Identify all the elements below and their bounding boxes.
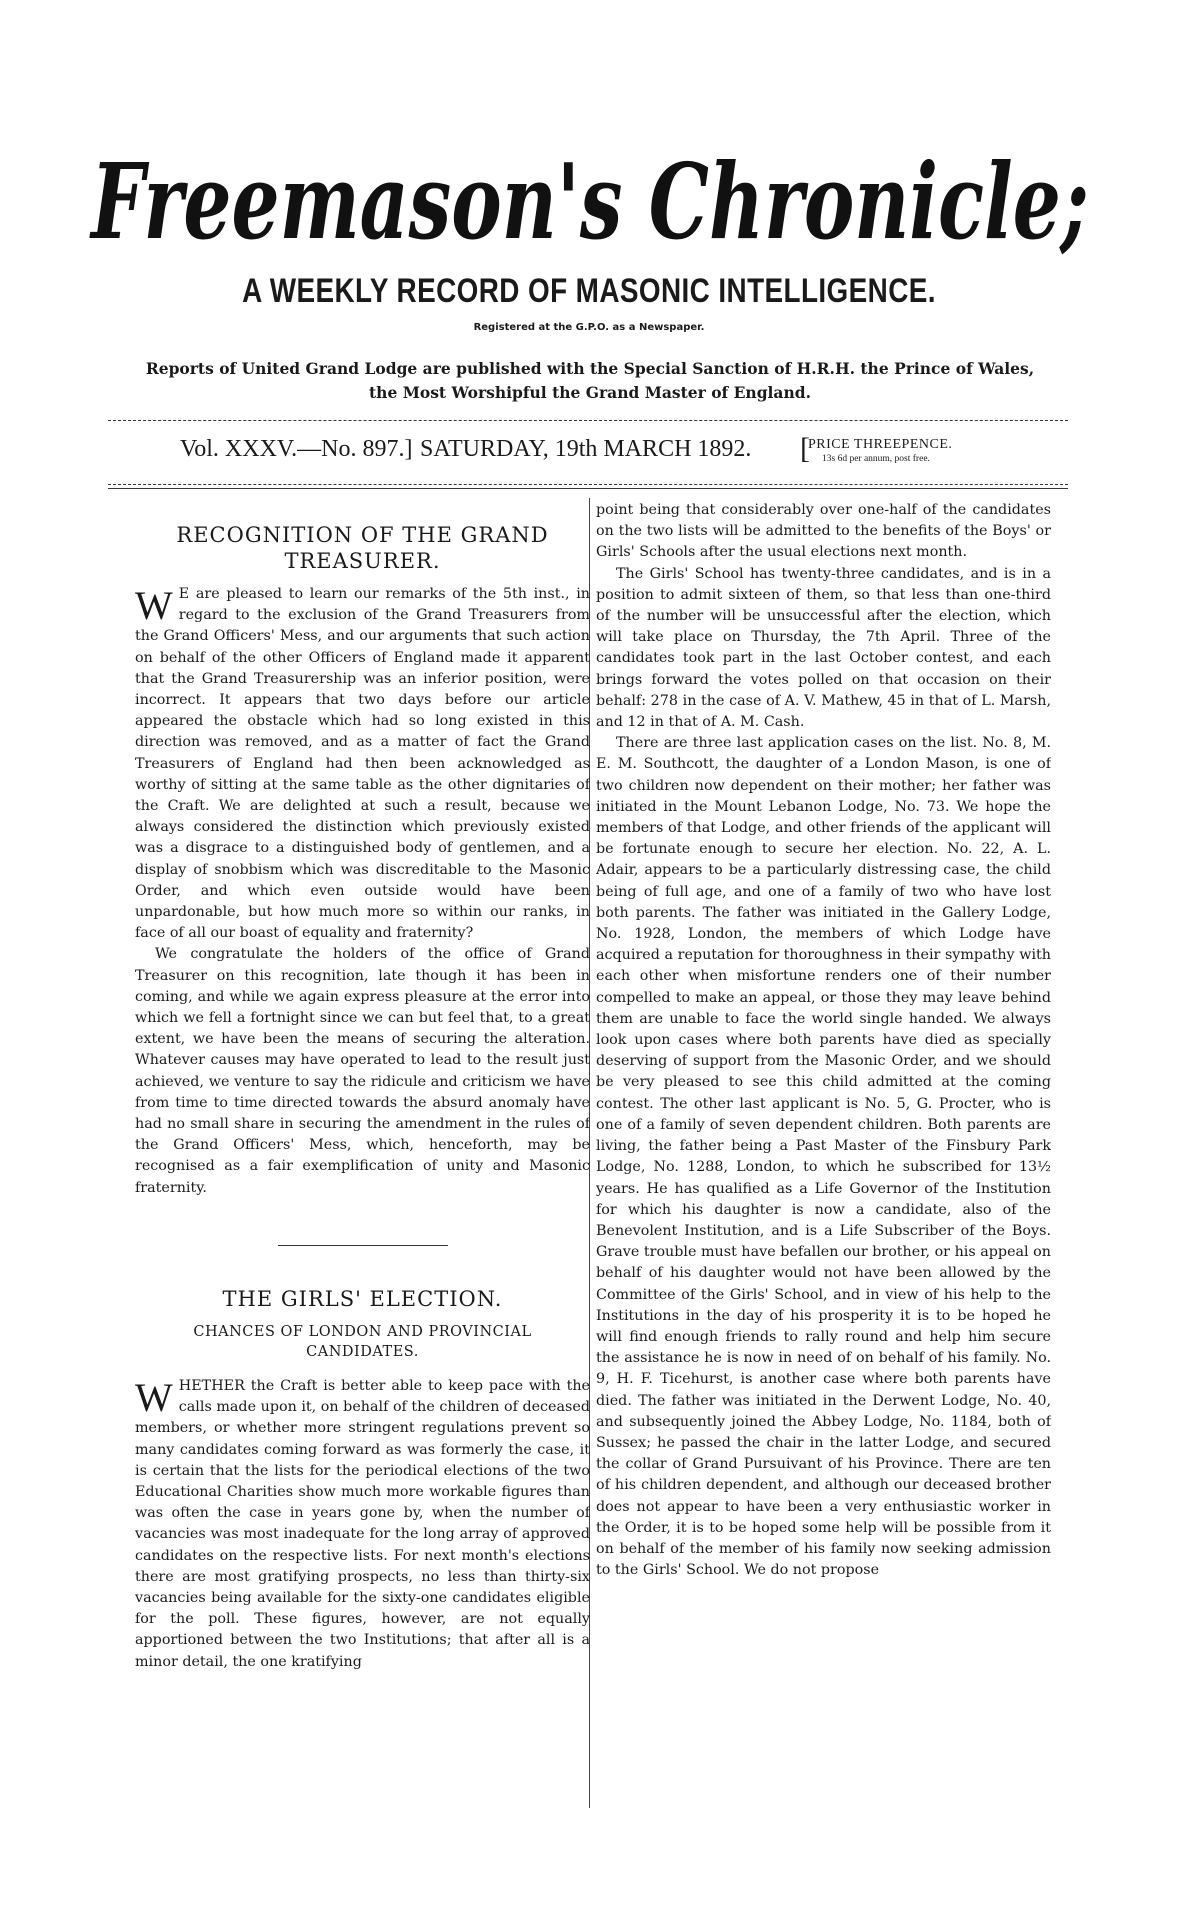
masthead-subtitle: A WEEKLY RECORD OF MASONIC INTELLIGENCE.	[242, 272, 936, 310]
reports-line-2: the Most Worshipful the Grand Master of England.	[369, 383, 811, 402]
article2-continued-3: There are three last application cases on the list. No. 8, M. E. M. Southcott, the daughter of a London Mason, is one of two children now dependent on their mother; her father was initiated in the Mount Lebanon Lodge, No. 73. We hope the members of that Lodge, and other friends of the applicant will be fortunate enough to secure her election. No. 22, A. L. Adair, appears to be a particularly distressing case, the child being of full age, and one of a family of two who have lost both parents. The father was initiated in the Gallery Lodge, No. 1928, London, the members of which Lodge have acquired a reputation for thoroughness in their sympathy with each other when misfortune renders one of their number compelled to make an appeal, or those they may leave behind them are unable to face the world single handed. We always look upon cases where both parents have died as specially deserving of support from the Masonic Order, and we should be very pleased to see this child admitted at the coming contest. The other last applicant is No. 5, G. Procter, who is one of a family of seven dependent children. Both parents are living, the father being a Past Master of the Finsbury Park Lodge, No. 1288, London, to which he subscribed for 13½ years. He has qualified as a Life Governor of the Institution for which his daughter is now a candidate, also of the Benevolent Institution, and is a Life Subscriber of the Boys. Grave trouble must have befallen our brother, or his appeal on behalf of his daughter would not have been allowed by the Committee of the Girls' School, and in view of his help to the Institutions in the day of his prosperity it is to be hoped he will find enough friends to rally round and help him secure the assistance he is now in need of on behalf of his family. No. 9, H. F. Ticehurst, is another case where both parents have died. The father was initiated in the Derwent Lodge, No. 40, and subsequently joined the Abbey Lodge, No. 1184, both of Sussex; he passed the chair in the latter Lodge, and secured the collar of Grand Pursuivant of his Province. There are ten of his children dependent, and although our deceased brother does not appear to have been a very enthusiastic worker in the Order, it is to be hoped some help will be possible from it on behalf of the member of his family now seeking admission to the Girls' School. We do not propose	[596, 735, 1051, 1579]
article2-continued-2: The Girls' School has twenty-three candidates, and is in a position to admit sixteen of them, so that less than one-third of the number will be unsuccessful after the election, which will take place on Thursday, the 7th April. Three of the candidates took part in the last October contest, and each brings forward the votes polled on that occasion on their behalf: 278 in the case of A. V. Mathew, 45 in that of L. Marsh, and 12 in that of A. M. Cash.	[596, 565, 1051, 731]
article1-heading: RECOGNITION OF THE GRAND TREASURER.	[176, 523, 549, 573]
masthead-title-text: Freemason's Chronicle;	[91, 141, 1089, 264]
subscription-label: 13s 6d per annum, post free.	[822, 454, 930, 464]
article1-paragraph-1	[135, 584, 590, 944]
header-rule-bottom	[108, 484, 1068, 485]
header-rule-top	[108, 420, 1068, 421]
article2-paragraph-1	[135, 1376, 590, 1673]
article2-dropcap: W	[135, 1374, 173, 1420]
article1-paragraph-1-text: E are pleased to learn our remarks of the 5th inst., in regard to the exclusion of the Grand Treasurers from the Grand Officers' Mess, and our arguments that such action on behalf of the other Officers of England made it apparent that the Grand Treasurership was an inferior position, were incorrect. It appears that two days before our article appeared the obstacle which had so long existed in this direction was removed, and as a matter of fact the Grand Treasurers of England had then been acknowledged as worthy of sitting at the same table as the other dignitaries of the Craft. We are delighted at such a result, because we always considered the distinction which previously existed was a disgrace to a distinguished body of gentlemen, and a display of snobbism which was discreditable to the Masonic Order, and which even outside would have been unpardonable, but how much more so within our ranks, in face of all our boast of equality and fraternity?	[135, 586, 590, 942]
section-separator	[278, 1245, 448, 1246]
volume-number: Vol. XXXV.—No. 897.]	[180, 436, 413, 462]
registration-note: Registered at the G.P.O. as a Newspaper.	[473, 322, 705, 333]
column-right	[596, 500, 1051, 1800]
reports-notice	[110, 357, 1070, 405]
column-left	[135, 500, 590, 1800]
article1-paragraph-2: We congratulate the holders of the office of Grand Treasurer on this recognition, late though it has been in coming, and while we again express pleasure at the error into which we fell a fortnight since we can but feel that, to a great extent, we have been the means of securing the alteration. Whatever causes may have operated to lead to the result just achieved, we venture to say the ridicule and criticism we have from time to time directed towards the absurd anomaly have had no small share in securing the amendment in the rules of the Grand Officers' Mess, which, henceforth, may be recognised as a fair exemplification of unity and Masonic fraternity.	[135, 946, 590, 1196]
masthead-title	[80, 98, 1100, 278]
issue-date: SATURDAY, 19th MARCH 1892.	[420, 436, 752, 462]
price-label: PRICE THREEPENCE.	[808, 437, 953, 452]
masthead	[80, 98, 1100, 278]
article2-heading: THE GIRLS' ELECTION.	[222, 1286, 503, 1311]
issue-line	[0, 432, 1178, 472]
header-rule-bottom-2	[108, 488, 1068, 489]
article2-paragraph-1-text: HETHER the Craft is better able to keep pace with the calls made upon it, on behalf of the children of deceased members, or whether more stringent regulations prevent so many candidates coming forward as was formerly the case, it is certain that the lists for the periodical elections of the two Educational Charities show much more workable figures than was often the case in years gone by, when the number of vacancies was most inadequate for the long array of approved candidates on the respective lists. For next month's elections there are most gratifying prospects, no less than thirty-six vacancies being available for the sixty-one candidates eligible for the poll. These figures, however, are not equally apportioned between the two Institutions; that after all is a minor detail, the one kratifying	[135, 1377, 590, 1670]
reports-line-1: Reports of United Grand Lodge are published with the Special Sanction of H.R.H. the Prince of Wales,	[145, 359, 1035, 378]
article2-continued-1: point being that considerably over one-half of the candidates on the two lists will be admitted to the benefits of the Boys' or Girls' Schools after the usual elections next month.	[596, 502, 1051, 561]
price-notice	[800, 432, 1088, 466]
article2-subheading: CHANCES OF LONDON AND PROVINCIAL CANDIDATES.	[193, 1323, 532, 1360]
article1-dropcap: W	[135, 583, 173, 628]
price-bracket: [	[800, 432, 810, 465]
